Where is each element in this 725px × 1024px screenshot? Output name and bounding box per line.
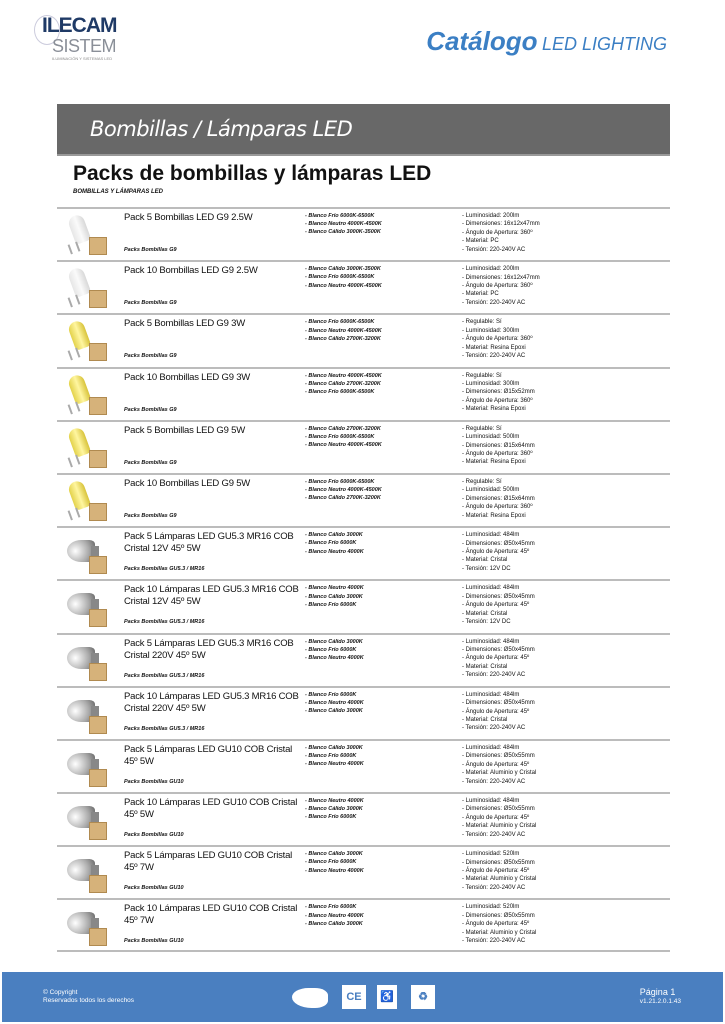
product-specs (462, 797, 536, 839)
product-specs (462, 903, 536, 945)
g9-bulb-icon (67, 319, 92, 351)
product-title: Pack 10 Lámparas LED GU10 COB Cristal 45º 5W (124, 797, 298, 821)
color-option: - Blanco Frío 6000K-6500K (305, 478, 375, 485)
color-option: - Blanco Frío 6000K (305, 601, 357, 608)
product-title: Pack 10 Lámparas LED GU5.3 MR16 COB Cristal 12V 45º 5W (124, 584, 299, 608)
product-row (57, 367, 670, 420)
pack-box-icon (89, 237, 107, 255)
product-title: Pack 10 Lámparas LED GU5.3 MR16 COB Cristal 220V 45º 5W (124, 690, 299, 714)
pack-box-icon (89, 769, 107, 787)
company-logo (30, 12, 130, 62)
product-category: Packs Bombillas G9 (124, 247, 177, 253)
spec-line: - Material: Aluminio y Cristal (462, 823, 537, 830)
color-option: - Blanco Frío 6000K (305, 646, 357, 653)
product-category: Packs Bombillas G9 (124, 406, 177, 413)
product-title: Pack 5 Bombillas LED G9 5W (124, 424, 245, 436)
color-options (305, 265, 382, 290)
catalog-title: Catálogo (426, 26, 538, 56)
spec-line: - Tensión: 220-240V AC (462, 246, 526, 253)
product-category: Packs Bombillas G9 (124, 512, 177, 519)
spec-line: - Material: PC (462, 291, 499, 298)
color-option: - Blanco Cálido 3000K (305, 638, 363, 645)
spec-line: - Tensión: 220-240V AC (462, 831, 526, 838)
product-row (57, 260, 670, 313)
product-category: Packs Bombillas GU10 (124, 832, 184, 839)
color-options (305, 212, 382, 237)
product-row (57, 686, 670, 739)
color-option: - Blanco Cálido 3000K (305, 851, 363, 858)
color-option: - Blanco Neutro 4000K (305, 654, 364, 661)
product-category: Packs Bombillas G9 (124, 459, 177, 466)
spec-line: - Tensión: 220-240V AC (462, 353, 526, 359)
spec-line: - Ángulo de Apertura: 360º (462, 336, 533, 343)
pack-box-icon (89, 556, 107, 574)
color-options (305, 850, 364, 875)
spec-line: - Tensión: 220-240V AC (462, 778, 526, 785)
spec-line: - Luminosidad: 500lm (462, 434, 520, 441)
footer (2, 972, 723, 1022)
color-options (305, 531, 364, 556)
spec-line: - Material: Resina Epoxi (462, 512, 526, 519)
spec-line: - Ángulo de Apertura: 360º (462, 397, 533, 404)
color-option: - Blanco Cálido 3000K (305, 806, 363, 813)
g9-bulb-icon (67, 213, 92, 245)
color-option: - Blanco Frío 6000K-6500K (305, 274, 375, 281)
lamp-base-icon (91, 653, 99, 663)
rights-text: Reservados todos los derechos (43, 997, 135, 1004)
product-row (57, 739, 670, 792)
pack-box-icon (89, 343, 107, 361)
spec-line: - Dimensiones: Ø50x45mm (462, 593, 535, 600)
spec-line: - Ángulo de Apertura: 45º (462, 814, 530, 821)
spec-line: - Ángulo de Apertura: 360º (462, 504, 533, 511)
footer-page-info (640, 988, 681, 1006)
product-specs (462, 265, 540, 307)
product-title: Pack 5 Lámparas LED GU5.3 MR16 COB Cristal 220V 45º 5W (124, 637, 294, 661)
product-specs (462, 691, 535, 733)
color-option: - Blanco Frío 6000K (305, 691, 357, 698)
lamp-base-icon (91, 918, 99, 928)
color-option: - Blanco Neutro 4000K (305, 548, 364, 555)
product-specs (462, 478, 535, 520)
product-image (63, 426, 111, 470)
color-options (305, 797, 364, 822)
product-title: Pack 10 Bombillas LED G9 5W (124, 477, 251, 489)
color-option: - Blanco Neutro 4000K (305, 761, 364, 768)
color-option: - Blanco Neutro 4000K (305, 699, 364, 706)
color-options (305, 638, 364, 663)
product-image (63, 692, 111, 736)
ce-mark-icon: CE (342, 985, 366, 1009)
pack-box-icon (89, 928, 107, 946)
spec-line: - Dimensiones: Ø50x45mm (462, 646, 535, 653)
spec-line: - Ángulo de Apertura: 45º (462, 921, 530, 928)
spec-line: - Ángulo de Apertura: 45º (462, 708, 530, 715)
color-options (305, 584, 364, 609)
recycle-icon: ♻ (411, 985, 435, 1009)
section-title: Bombillas / Lámparas LED (90, 117, 353, 141)
lamp-base-icon (91, 599, 99, 609)
color-option: - Blanco Cálido 2700K-3200K (305, 380, 381, 387)
weee-bin-icon: ♿ (377, 985, 397, 1009)
spec-line: - Dimensiones: 16x12x47mm (462, 221, 540, 228)
spec-line: - Luminosidad: 300lm (462, 327, 520, 334)
product-specs (462, 584, 535, 626)
product-specs (462, 372, 535, 414)
product-image (63, 745, 111, 789)
spec-line: - Luminosidad: 484lm (462, 691, 520, 698)
product-specs (462, 531, 535, 573)
product-specs (462, 638, 535, 680)
product-image (63, 798, 111, 842)
pack-box-icon (89, 290, 107, 308)
lamp-base-icon (91, 865, 99, 875)
color-option: - Blanco Cálido 3000K (305, 593, 363, 600)
spec-line: - Tensión: 12V DC (462, 618, 511, 625)
color-option: - Blanco Neutro 4000K-4500K (305, 487, 382, 494)
product-image (63, 585, 111, 629)
product-row (57, 313, 670, 366)
product-list (57, 207, 670, 952)
product-category: Packs Bombillas GU10 (124, 778, 184, 785)
spec-line: - Dimensiones: Ø50x45mm (462, 540, 535, 547)
product-row (57, 792, 670, 845)
page-title: Packs de bombillas y lámparas LED (73, 162, 432, 185)
product-category: Packs Bombillas GU10 (124, 938, 184, 945)
product-image (63, 213, 111, 257)
product-image (63, 532, 111, 576)
product-title: Pack 5 Bombillas LED G9 3W (124, 318, 245, 330)
product-image (63, 373, 111, 417)
eco-icon (292, 988, 328, 1008)
spec-line: - Dimensiones: Ø50x55mm (462, 806, 535, 813)
pack-box-icon (89, 716, 107, 734)
color-options (305, 425, 382, 450)
spec-line: - Luminosidad: 500lm (462, 487, 520, 494)
spec-line: - Dimensiones: Ø50x45mm (462, 700, 535, 707)
pack-box-icon (89, 663, 107, 681)
product-row (57, 898, 670, 951)
product-category: Packs Bombillas G9 (124, 300, 177, 307)
product-image (63, 266, 111, 310)
spec-line: - Material: Aluminio y Cristal (462, 876, 537, 883)
lamp-base-icon (91, 759, 99, 769)
product-title: Pack 5 Bombillas LED G9 2.5W (124, 212, 253, 223)
spec-line: - Regulable: Sí (462, 319, 502, 326)
g9-bulb-icon (67, 426, 92, 458)
color-option: - Blanco Frío 6000K (305, 904, 357, 911)
spec-line: - Dimensiones: Ø15x64mm (462, 442, 535, 449)
product-image (63, 639, 111, 683)
product-title: Pack 10 Lámparas LED GU10 COB Cristal 45º 7W (124, 903, 298, 927)
spec-line: - Luminosidad: 484lm (462, 744, 520, 751)
footer-copyright (43, 989, 134, 1005)
logo-text-bottom: SISTEM (52, 36, 117, 56)
pack-box-icon (89, 875, 107, 893)
product-specs (462, 212, 540, 254)
spec-line: - Dimensiones: Ø50x55mm (462, 859, 535, 866)
page-number: Página 1 (639, 987, 676, 997)
spec-line: - Luminosidad: 484lm (462, 585, 520, 592)
product-row (57, 473, 670, 526)
spec-line: - Material: Cristal (462, 663, 508, 670)
spec-line: - Material: Cristal (462, 557, 508, 564)
spec-line: - Luminosidad: 484lm (462, 638, 520, 645)
color-option: - Blanco Cálido 3000K (305, 532, 363, 539)
spec-line: - Luminosidad: 520lm (462, 851, 520, 858)
product-category: Packs Bombillas GU5.3 / MR16 (124, 672, 205, 679)
lamp-base-icon (91, 546, 99, 556)
pack-box-icon (89, 450, 107, 468)
product-category: Packs Bombillas GU5.3 / MR16 (124, 619, 205, 626)
color-option: - Blanco Frío 6000K (305, 753, 357, 760)
color-option: - Blanco Cálido 3000K (305, 708, 363, 715)
color-option: - Blanco Cálido 2700K-3200K (305, 495, 381, 502)
product-category: Packs Bombillas GU10 (124, 885, 184, 892)
pack-box-icon (89, 397, 107, 415)
product-category: Packs Bombillas GU5.3 / MR16 (124, 725, 205, 732)
spec-line: - Ángulo de Apertura: 45º (462, 655, 530, 662)
product-title: Pack 5 Lámparas LED GU5.3 MR16 COB Cristal 12V 45º 5W (124, 531, 294, 555)
version-text: v1.21.2.0.1.43 (639, 998, 681, 1005)
color-options (305, 744, 364, 769)
spec-line: - Material: Aluminio y Cristal (462, 770, 537, 777)
product-row (57, 633, 670, 686)
color-option: - Blanco Cálido 3000K (305, 744, 363, 751)
pack-box-icon (89, 609, 107, 627)
spec-line: - Regulable: Sí (462, 425, 502, 432)
product-specs (462, 318, 533, 360)
section-band (57, 104, 670, 156)
spec-line: - Tensión: 12V DC (462, 565, 511, 572)
color-option: - Blanco Neutro 4000K-4500K (305, 372, 382, 379)
product-row (57, 526, 670, 579)
color-option: - Blanco Neutro 4000K (305, 867, 364, 874)
pack-box-icon (89, 822, 107, 840)
color-options (305, 691, 364, 716)
spec-line: - Material: Cristal (462, 716, 508, 723)
color-option: - Blanco Neutro 4000K (305, 585, 364, 592)
spec-line: - Regulable: Sí (462, 372, 502, 379)
g9-bulb-icon (67, 479, 92, 511)
color-option: - Blanco Neutro 4000K (305, 798, 364, 805)
spec-line: - Luminosidad: 200lm (462, 266, 520, 273)
color-option: - Blanco Frío 6000K-6500K (305, 213, 375, 219)
spec-line: - Tensión: 220-240V AC (462, 672, 526, 679)
product-title: Pack 5 Lámparas LED GU10 COB Cristal 45º 7W (124, 850, 293, 874)
product-image (63, 319, 111, 363)
spec-line: - Tensión: 220-240V AC (462, 884, 526, 891)
spec-line: - Material: Resina Epoxi (462, 459, 526, 466)
page-subtitle: BOMBILLAS Y LÁMPARAS LED (73, 189, 164, 195)
product-specs (462, 744, 536, 786)
color-option: - Blanco Frío 6000K-6500K (305, 433, 375, 440)
spec-line: - Luminosidad: 484lm (462, 532, 520, 539)
copyright-text: © Copyright (43, 989, 78, 996)
spec-line: - Material: Resina Epoxi (462, 344, 526, 351)
pack-box-icon (89, 503, 107, 521)
product-category: Packs Bombillas G9 (124, 353, 177, 360)
color-option: - Blanco Frío 6000K (305, 814, 357, 821)
spec-line: - Ángulo de Apertura: 45º (462, 868, 530, 875)
product-row (57, 845, 670, 898)
g9-bulb-icon (67, 373, 92, 405)
lamp-base-icon (91, 812, 99, 822)
product-row (57, 420, 670, 473)
spec-line: - Luminosidad: 484lm (462, 798, 520, 805)
spec-line: - Dimensiones: 16x12x47mm (462, 274, 540, 281)
spec-line: - Ángulo de Apertura: 45º (462, 761, 530, 768)
color-option: - Blanco Cálido 3000K-3500K (305, 266, 381, 273)
spec-line: - Material: Cristal (462, 610, 508, 617)
g9-bulb-icon (67, 266, 92, 298)
color-option: - Blanco Cálido 2700K-3200K (305, 335, 381, 342)
color-options (305, 903, 364, 928)
color-option: - Blanco Frío 6000K-6500K (305, 388, 375, 395)
color-option: - Blanco Neutro 4000K-4500K (305, 282, 382, 289)
product-title: Pack 10 Bombillas LED G9 2.5W (124, 265, 258, 277)
color-option: - Blanco Neutro 4000K-4500K (305, 327, 382, 334)
spec-line: - Ángulo de Apertura: 360º (462, 283, 533, 289)
spec-line: - Tensión: 220-240V AC (462, 725, 526, 732)
color-option: - Blanco Cálido 3000K-3500K (305, 229, 381, 236)
color-option: - Blanco Frío 6000K-6500K (305, 319, 375, 326)
color-option: - Blanco Neutro 4000K-4500K (305, 221, 382, 228)
spec-line: - Material: Aluminio y Cristal (462, 929, 537, 936)
logo-tagline: ILUMINACIÓN Y SISTEMAS LED (52, 56, 113, 61)
color-option: - Blanco Frío 6000K (305, 859, 357, 866)
product-title: Pack 10 Bombillas LED G9 3W (124, 371, 251, 383)
product-row (57, 579, 670, 632)
spec-line: - Ángulo de Apertura: 360º (462, 229, 533, 236)
product-image (63, 479, 111, 523)
logo-text-top: ILECAM (42, 14, 117, 37)
product-row (57, 207, 670, 260)
spec-line: - Ángulo de Apertura: 45º (462, 602, 530, 609)
spec-line: - Luminosidad: 200lm (462, 213, 520, 219)
lamp-base-icon (91, 706, 99, 716)
spec-line: - Material: PC (462, 238, 499, 245)
color-option: - Blanco Neutro 4000K-4500K (305, 442, 382, 449)
spec-line: - Material: Resina Epoxi (462, 406, 526, 413)
catalog-heading (426, 26, 667, 57)
spec-line: - Luminosidad: 300lm (462, 380, 520, 387)
product-specs (462, 425, 535, 467)
spec-line: - Tensión: 220-240V AC (462, 299, 526, 306)
spec-line: - Regulable: Sí (462, 478, 502, 485)
product-category: Packs Bombillas GU5.3 / MR16 (124, 566, 205, 573)
color-option: - Blanco Neutro 4000K (305, 912, 364, 919)
color-options (305, 478, 382, 503)
color-options (305, 372, 382, 397)
product-image (63, 904, 111, 948)
spec-line: - Dimensiones: Ø15x64mm (462, 495, 535, 502)
product-title: Pack 5 Lámparas LED GU10 COB Cristal 45º 5W (124, 743, 293, 767)
spec-line: - Dimensiones: Ø15x52mm (462, 389, 535, 396)
color-options (305, 318, 382, 343)
catalog-subtitle: LED LIGHTING (541, 34, 667, 54)
color-option: - Blanco Frío 6000K (305, 540, 357, 547)
spec-line: - Dimensiones: Ø50x55mm (462, 912, 535, 919)
spec-line: - Dimensiones: Ø50x55mm (462, 753, 535, 760)
color-option: - Blanco Cálido 3000K (305, 920, 363, 927)
spec-line: - Tensión: 220-240V AC (462, 938, 526, 945)
spec-line: - Luminosidad: 520lm (462, 904, 520, 911)
product-image (63, 851, 111, 895)
spec-line: - Ángulo de Apertura: 360º (462, 450, 533, 457)
product-specs (462, 850, 536, 892)
spec-line: - Ángulo de Apertura: 45º (462, 548, 530, 555)
color-option: - Blanco Cálido 2700K-3200K (305, 425, 381, 432)
